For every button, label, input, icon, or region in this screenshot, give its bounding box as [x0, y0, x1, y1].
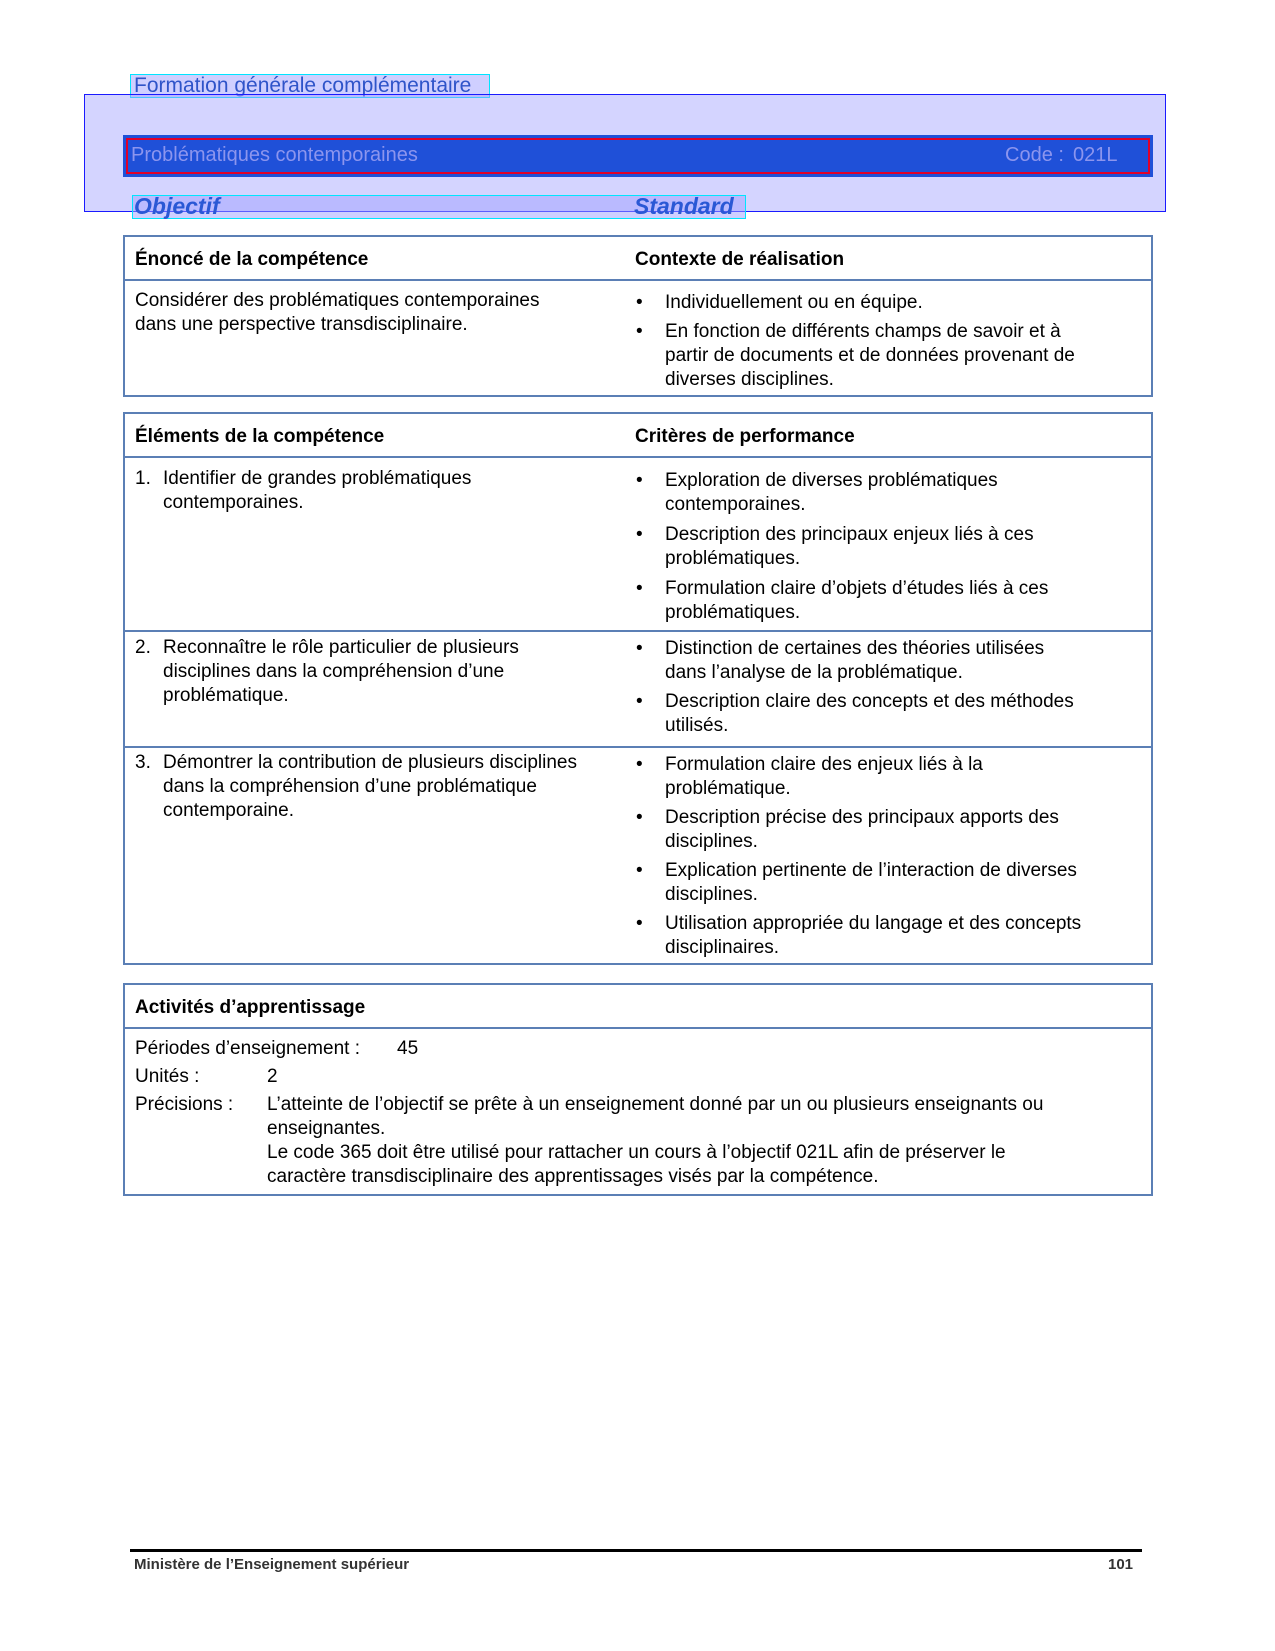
context-item: • En fonction de différents champs de savoir et à partir de documents et de données provenant de diverses disciplines.: [636, 321, 1075, 390]
criterion-item: • Exploration de diverses problématiques contemporaines.: [636, 470, 998, 515]
units-value: 2: [267, 1066, 278, 1087]
bullet-icon: •: [636, 524, 643, 545]
footer-page-number: 101: [1108, 1556, 1134, 1573]
activities-heading: Activités d’apprentissage: [135, 997, 366, 1018]
criterion-item: • Utilisation appropriée du langage et des concepts disciplinaires.: [636, 913, 1082, 958]
bullet-icon: •: [636, 321, 643, 342]
header-red-outline: [126, 138, 1150, 174]
activities-table-header: [125, 985, 1151, 1029]
course-title: Problématiques contemporaines: [131, 144, 418, 166]
elements-table: [123, 412, 1153, 965]
competence-table-header: [125, 237, 1151, 281]
context-heading: Contexte de réalisation: [635, 249, 845, 270]
footer-ministry: Ministère de l’Enseignement supérieur: [134, 1556, 410, 1573]
criterion-item: • Formulation claire des enjeux liés à la problématique.: [636, 754, 983, 799]
precisions-label: Précisions :: [135, 1094, 234, 1115]
series-title: Formation générale complémentaire: [134, 74, 472, 97]
context-item: • Individuellement ou en équipe.: [636, 292, 923, 313]
element-number: 3.: [135, 752, 151, 773]
row-divider: [125, 630, 1151, 632]
element-text: Reconnaître le rôle particulier de plusieurs disciplines dans la compréhension d’une problématique.: [163, 637, 519, 706]
bullet-icon: •: [636, 754, 643, 775]
footer-rule: [130, 1549, 1142, 1552]
competence-statement: Considérer des problématiques contemporaines dans une perspective transdisciplinaire.: [135, 290, 540, 335]
bullet-icon: •: [636, 638, 643, 659]
bullet-icon: •: [636, 578, 643, 599]
element-text: Démontrer la contribution de plusieurs disciplines dans la compréhension d’une problématique contemporaine.: [163, 752, 577, 821]
bullet-icon: •: [636, 860, 643, 881]
code-value: 021L: [1073, 144, 1118, 166]
criterion-item: • Formulation claire d’objets d’études liés à ces problématiques.: [636, 578, 1049, 623]
periods-label: Périodes d’enseignement :: [135, 1038, 360, 1059]
bullet-icon: •: [636, 292, 643, 313]
bullet-icon: •: [636, 470, 643, 491]
criterion-item: • Distinction de certaines des théories utilisées dans l’analyse de la problématique.: [636, 638, 1045, 683]
element-number: 1.: [135, 468, 151, 489]
criterion-item: • Description des principaux enjeux liés à ces problématiques.: [636, 524, 1034, 569]
periods-value: 45: [397, 1038, 419, 1059]
criteria-heading: Critères de performance: [635, 426, 855, 447]
standard-heading: Standard: [634, 193, 734, 219]
element-text: Identifier de grandes problématiques contemporaines.: [163, 468, 472, 513]
code-label: Code :: [1005, 144, 1064, 166]
statement-heading: Énoncé de la compétence: [135, 249, 369, 270]
criterion-item: • Explication pertinente de l’interaction de diverses disciplines.: [636, 860, 1077, 905]
elements-heading: Éléments de la compétence: [135, 426, 385, 447]
bullet-icon: •: [636, 913, 643, 934]
element-number: 2.: [135, 637, 151, 658]
competence-table: [123, 235, 1153, 397]
precisions-text: L’atteinte de l’objectif se prête à un enseignement donné par un ou plusieurs enseignants ou enseignantes. Le code 365 doit être utilisé pour rattacher un cours à l’objectif 021L afin de préserver le caractère transdisciplinaire des apprentissages visés par la compétence.: [267, 1094, 1044, 1187]
objectif-heading: Objectif: [134, 193, 220, 219]
bullet-icon: •: [636, 807, 643, 828]
elements-table-header: [125, 414, 1151, 458]
row-divider: [125, 746, 1151, 748]
criterion-item: • Description claire des concepts et des méthodes utilisés.: [636, 691, 1074, 736]
bullet-icon: •: [636, 691, 643, 712]
criterion-item: • Description précise des principaux apports des disciplines.: [636, 807, 1059, 852]
units-label: Unités :: [135, 1066, 200, 1087]
activities-table: [123, 983, 1153, 1196]
